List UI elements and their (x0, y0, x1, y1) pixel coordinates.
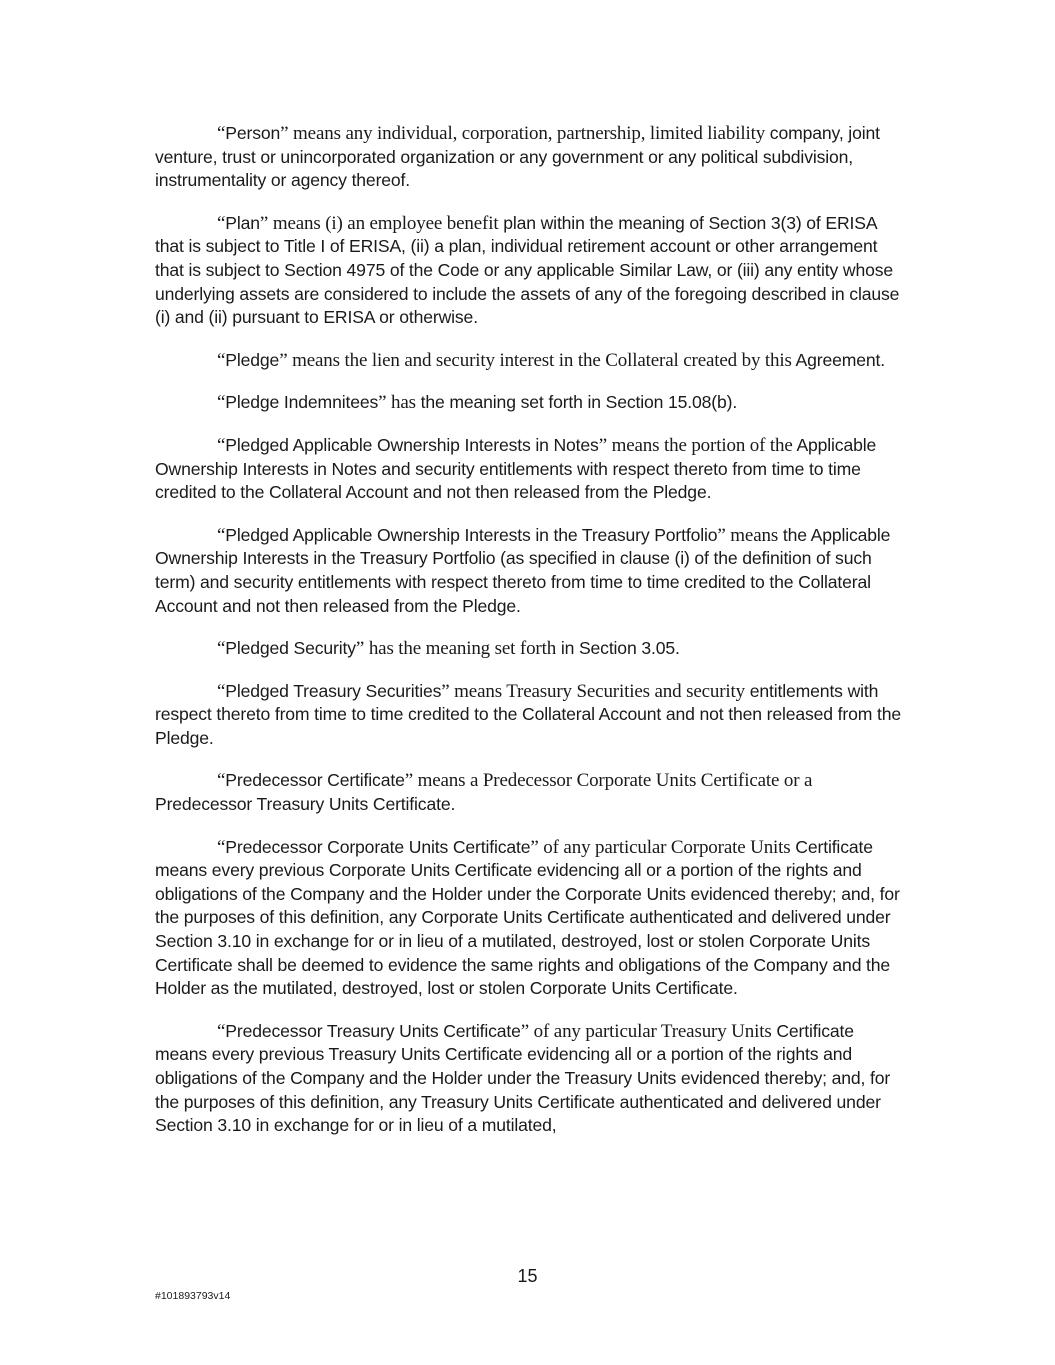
definition-paragraph (155, 769, 903, 816)
defined-term: “Pledge” (217, 349, 288, 371)
definition-paragraph (155, 524, 903, 618)
definition-paragraph (155, 680, 903, 751)
definition-paragraph (155, 391, 903, 415)
definitions-section (155, 122, 903, 1157)
definition-paragraph (155, 836, 903, 1001)
definition-lead-text: of any particular Treasury Units (529, 1020, 772, 1042)
definition-text: the Applicable Ownership Interests in the Treasury Portfolio (as specified in clause (i) of the definition of such term) and security entitlements with respect thereto from time to time credited to the Collateral Account and not then released from the Pledge. (155, 524, 891, 616)
document-id: #101893793v14 (155, 1290, 231, 1302)
definition-lead-text: means a Predecessor Corporate Units Certificate or a (413, 770, 813, 792)
definition-lead-text: means Treasury Securities and security (449, 680, 746, 702)
defined-term: “Pledged Treasury Securities” (217, 680, 450, 702)
defined-term: “Pledged Applicable Ownership Interests in the Treasury Portfolio” (217, 524, 726, 546)
definition-text: entitlements with respect thereto from time to time credited to the Collateral Account and not then released from the Pledge. (155, 680, 901, 748)
defined-term: “Predecessor Corporate Units Certificate” (217, 836, 539, 858)
definition-paragraph (155, 122, 903, 193)
definition-text: Certificate means every previous Corporate Units Certificate evidencing all or a portion of the rights and obligations of the Company and the Holder under the Corporate Units evidenced thereby; and, for the purposes of this definition, any Corporate Units Certificate authenticated and delivered under Section 3.10 in exchange for or in lieu of a mutilated, destroyed, lost or stolen Corporate Units Certificate shall be deemed to evidence the same rights and obligations of the Company and the Holder as the mutilated, destroyed, lost or stolen Corporate Units Certificate. (155, 836, 900, 999)
definition-text: in Section 3.05. (556, 638, 680, 659)
definition-paragraph (155, 637, 903, 661)
definition-text: Agreement. (791, 349, 885, 370)
definition-text: plan within the meaning of Section 3(3) of ERISA that is subject to Title I of ERISA, (ii) a plan, individual retirement account or other arrangement that is subject to Section 4975 of the Code or any applicable Similar Law, or (iii) any entity whose underlying assets are considered to include the assets of any of the foregoing described in clause (i) and (ii) pursuant to ERISA or otherwise. (155, 212, 900, 328)
definition-paragraph (155, 1020, 903, 1138)
defined-term: “Pledged Security” (217, 638, 365, 660)
definition-paragraph (155, 349, 903, 373)
defined-term: “Predecessor Certificate” (217, 770, 413, 792)
defined-term: “Person” (217, 123, 289, 144)
definition-text: Certificate means every previous Treasury Units Certificate evidencing all or a portion of the rights and obligations of the Company and the Holder under the Treasury Units evidenced thereby; and, for the purposes of this definition, any Treasury Units Certificate authenticated and delivered under Section 3.10 in exchange for or in lieu of a mutilated, (155, 1020, 891, 1136)
defined-term: “Pledged Applicable Ownership Interests in Notes” (217, 434, 607, 456)
definition-text: Predecessor Treasury Units Certificate. (155, 794, 456, 815)
definition-text: Applicable Ownership Interests in Notes and security entitlements with respect thereto from time to time credited to the Collateral Account and not then released from the Pledge. (155, 434, 877, 503)
defined-term: “Predecessor Treasury Units Certificate” (217, 1020, 530, 1042)
definition-lead-text: of any particular Corporate Units (538, 836, 791, 858)
defined-term: “Pledge Indemnitees” (217, 392, 387, 414)
defined-term: “Plan” (217, 212, 269, 234)
definition-paragraph (155, 212, 903, 330)
definition-lead-text: means any individual, corporation, partnership, limited liability (288, 123, 766, 144)
definition-text: company, joint venture, trust or unincorporated organization or any government or any political subdivision, instrumentality or agency thereof. (155, 123, 880, 191)
definition-lead-text: means the portion of the (606, 434, 793, 456)
definition-paragraph (155, 434, 903, 505)
definition-text: the meaning set forth in Section 15.08(b). (415, 392, 738, 413)
definition-lead-text: has the meaning set forth (364, 638, 557, 660)
definition-lead-text: has (386, 392, 416, 414)
definition-lead-text: means the lien and security interest in the Collateral created by this (287, 349, 792, 371)
definition-lead-text: means (i) an employee benefit (268, 212, 499, 234)
page-number: 15 (517, 1266, 538, 1286)
definition-lead-text: means (725, 524, 779, 546)
